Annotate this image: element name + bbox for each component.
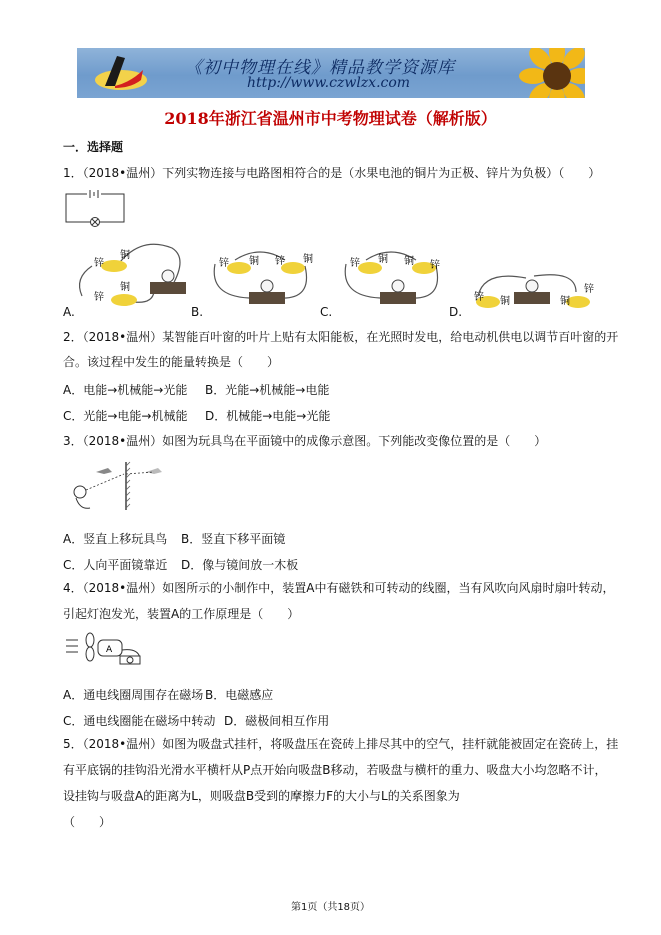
copper-label: 铜 (500, 296, 510, 307)
zinc-label: 锌 (350, 258, 360, 269)
page-footer: 第1页（共18页） (290, 902, 371, 913)
copper-label: 铜 (404, 256, 414, 267)
q1-option-c-label[interactable]: C. (320, 305, 333, 319)
q3-option-c[interactable]: C．人向平面镜靠近 (63, 558, 168, 572)
q2-option-c[interactable]: C．光能→电能→机械能 (63, 409, 188, 423)
zinc-label: 锌 (474, 292, 484, 303)
question-2-stem-line-1: 2．（2018•温州）某智能百叶窗的叶片上贴有太阳能板，在光照时发电，给电动机供电以调节百叶窗的开 (63, 330, 619, 344)
q1-option-b-figure (205, 240, 315, 320)
zinc-label: 锌 (275, 256, 285, 267)
q4-option-c[interactable]: C．通电线圈能在磁场中转动 (63, 714, 216, 728)
zinc-label: 锌 (430, 260, 440, 271)
section-heading: 一．选择题 (63, 140, 124, 154)
copper-label: 铜 (303, 254, 313, 265)
q1-option-d-figure (464, 262, 596, 318)
question-4-stem-line-1: 4．（2018•温州）如图所示的小制作中，装置A中有磁铁和可转动的线圈，当有风吹向风扇时扇叶转动， (63, 581, 615, 595)
copper-label: 铜 (378, 254, 388, 265)
copper-label: 铜 (120, 250, 130, 261)
question-2-stem-line-2: 合。该过程中发生的能量转换是（ ） (63, 355, 280, 369)
question-5-stem-line-4: （ ） (63, 815, 112, 829)
q1-option-d-label[interactable]: D. (449, 305, 463, 319)
q3-option-b[interactable]: B．竖直下移平面镜 (181, 532, 286, 546)
page-title: 2018年浙江省温州市中考物理试卷（解析版） (164, 109, 497, 128)
q2-option-b[interactable]: B．光能→机械能→电能 (205, 383, 330, 397)
copper-label: 铜 (560, 296, 570, 307)
q1-option-a-label[interactable]: A. (63, 305, 75, 319)
q4-option-d[interactable]: D．磁极间相互作用 (224, 714, 330, 728)
q3-option-d[interactable]: D．像与镜间放一木板 (181, 558, 299, 572)
mirror-diagram (66, 460, 174, 512)
question-3-stem: 3．（2018•温州）如图为玩具鸟在平面镜中的成像示意图。下列能改变像位置的是（ ） (63, 434, 547, 448)
copper-label: 铜 (249, 256, 259, 267)
q2-option-d[interactable]: D．机械能→电能→光能 (205, 409, 331, 423)
circuit-diagram (63, 190, 129, 230)
question-5-stem-line-2: 有平底锅的挂钩沿光滑水平横杆从P点开始向吸盘B移动，若吸盘与横杆的重力、吸盘大小均忽略不计， (63, 763, 607, 777)
q1-option-c-figure (336, 240, 446, 320)
site-logo-icon (91, 52, 151, 94)
sunflower-icon (505, 48, 585, 98)
question-5-stem-line-3: 设挂钩与吸盘A的距离为L，则吸盘B受到的摩擦力F的大小与L的关系图象为 (63, 789, 460, 803)
zinc-label: 锌 (584, 284, 594, 295)
question-4-stem-line-2: 引起灯泡发光，装置A的工作原理是（ ） (63, 607, 300, 621)
question-5-stem-line-1: 5．（2018•温州）如图为吸盘式挂杆，将吸盘压在瓷砖上排尽其中的空气，挂杆就能被固定在瓷砖上，挂 (63, 737, 619, 751)
copper-label: 铜 (120, 282, 130, 293)
banner-text: 《初中物理在线》精品教学资源库 (185, 58, 455, 78)
q2-option-a[interactable]: A．电能→机械能→光能 (63, 383, 188, 397)
q1-option-a-figure (72, 238, 190, 320)
zinc-label: 锌 (94, 292, 104, 303)
question-1-stem: 1．（2018•温州）下列实物连接与电路图相符合的是（水果电池的铜片为正极、锌片为负极）（ ） (63, 166, 601, 180)
zinc-label: 锌 (94, 258, 104, 269)
header-banner (77, 48, 585, 98)
zinc-label: 锌 (219, 258, 229, 269)
fan-generator-diagram (64, 632, 146, 668)
device-a-label: A (106, 645, 113, 655)
q1-option-b-label[interactable]: B. (191, 305, 204, 319)
q4-option-b[interactable]: B．电磁感应 (205, 688, 274, 702)
q4-option-a[interactable]: A．通电线圈周围存在磁场 (63, 688, 204, 702)
q3-option-a[interactable]: A．竖直上移玩具鸟 (63, 532, 168, 546)
banner-url: http://www.czwlzx.com (247, 75, 411, 91)
